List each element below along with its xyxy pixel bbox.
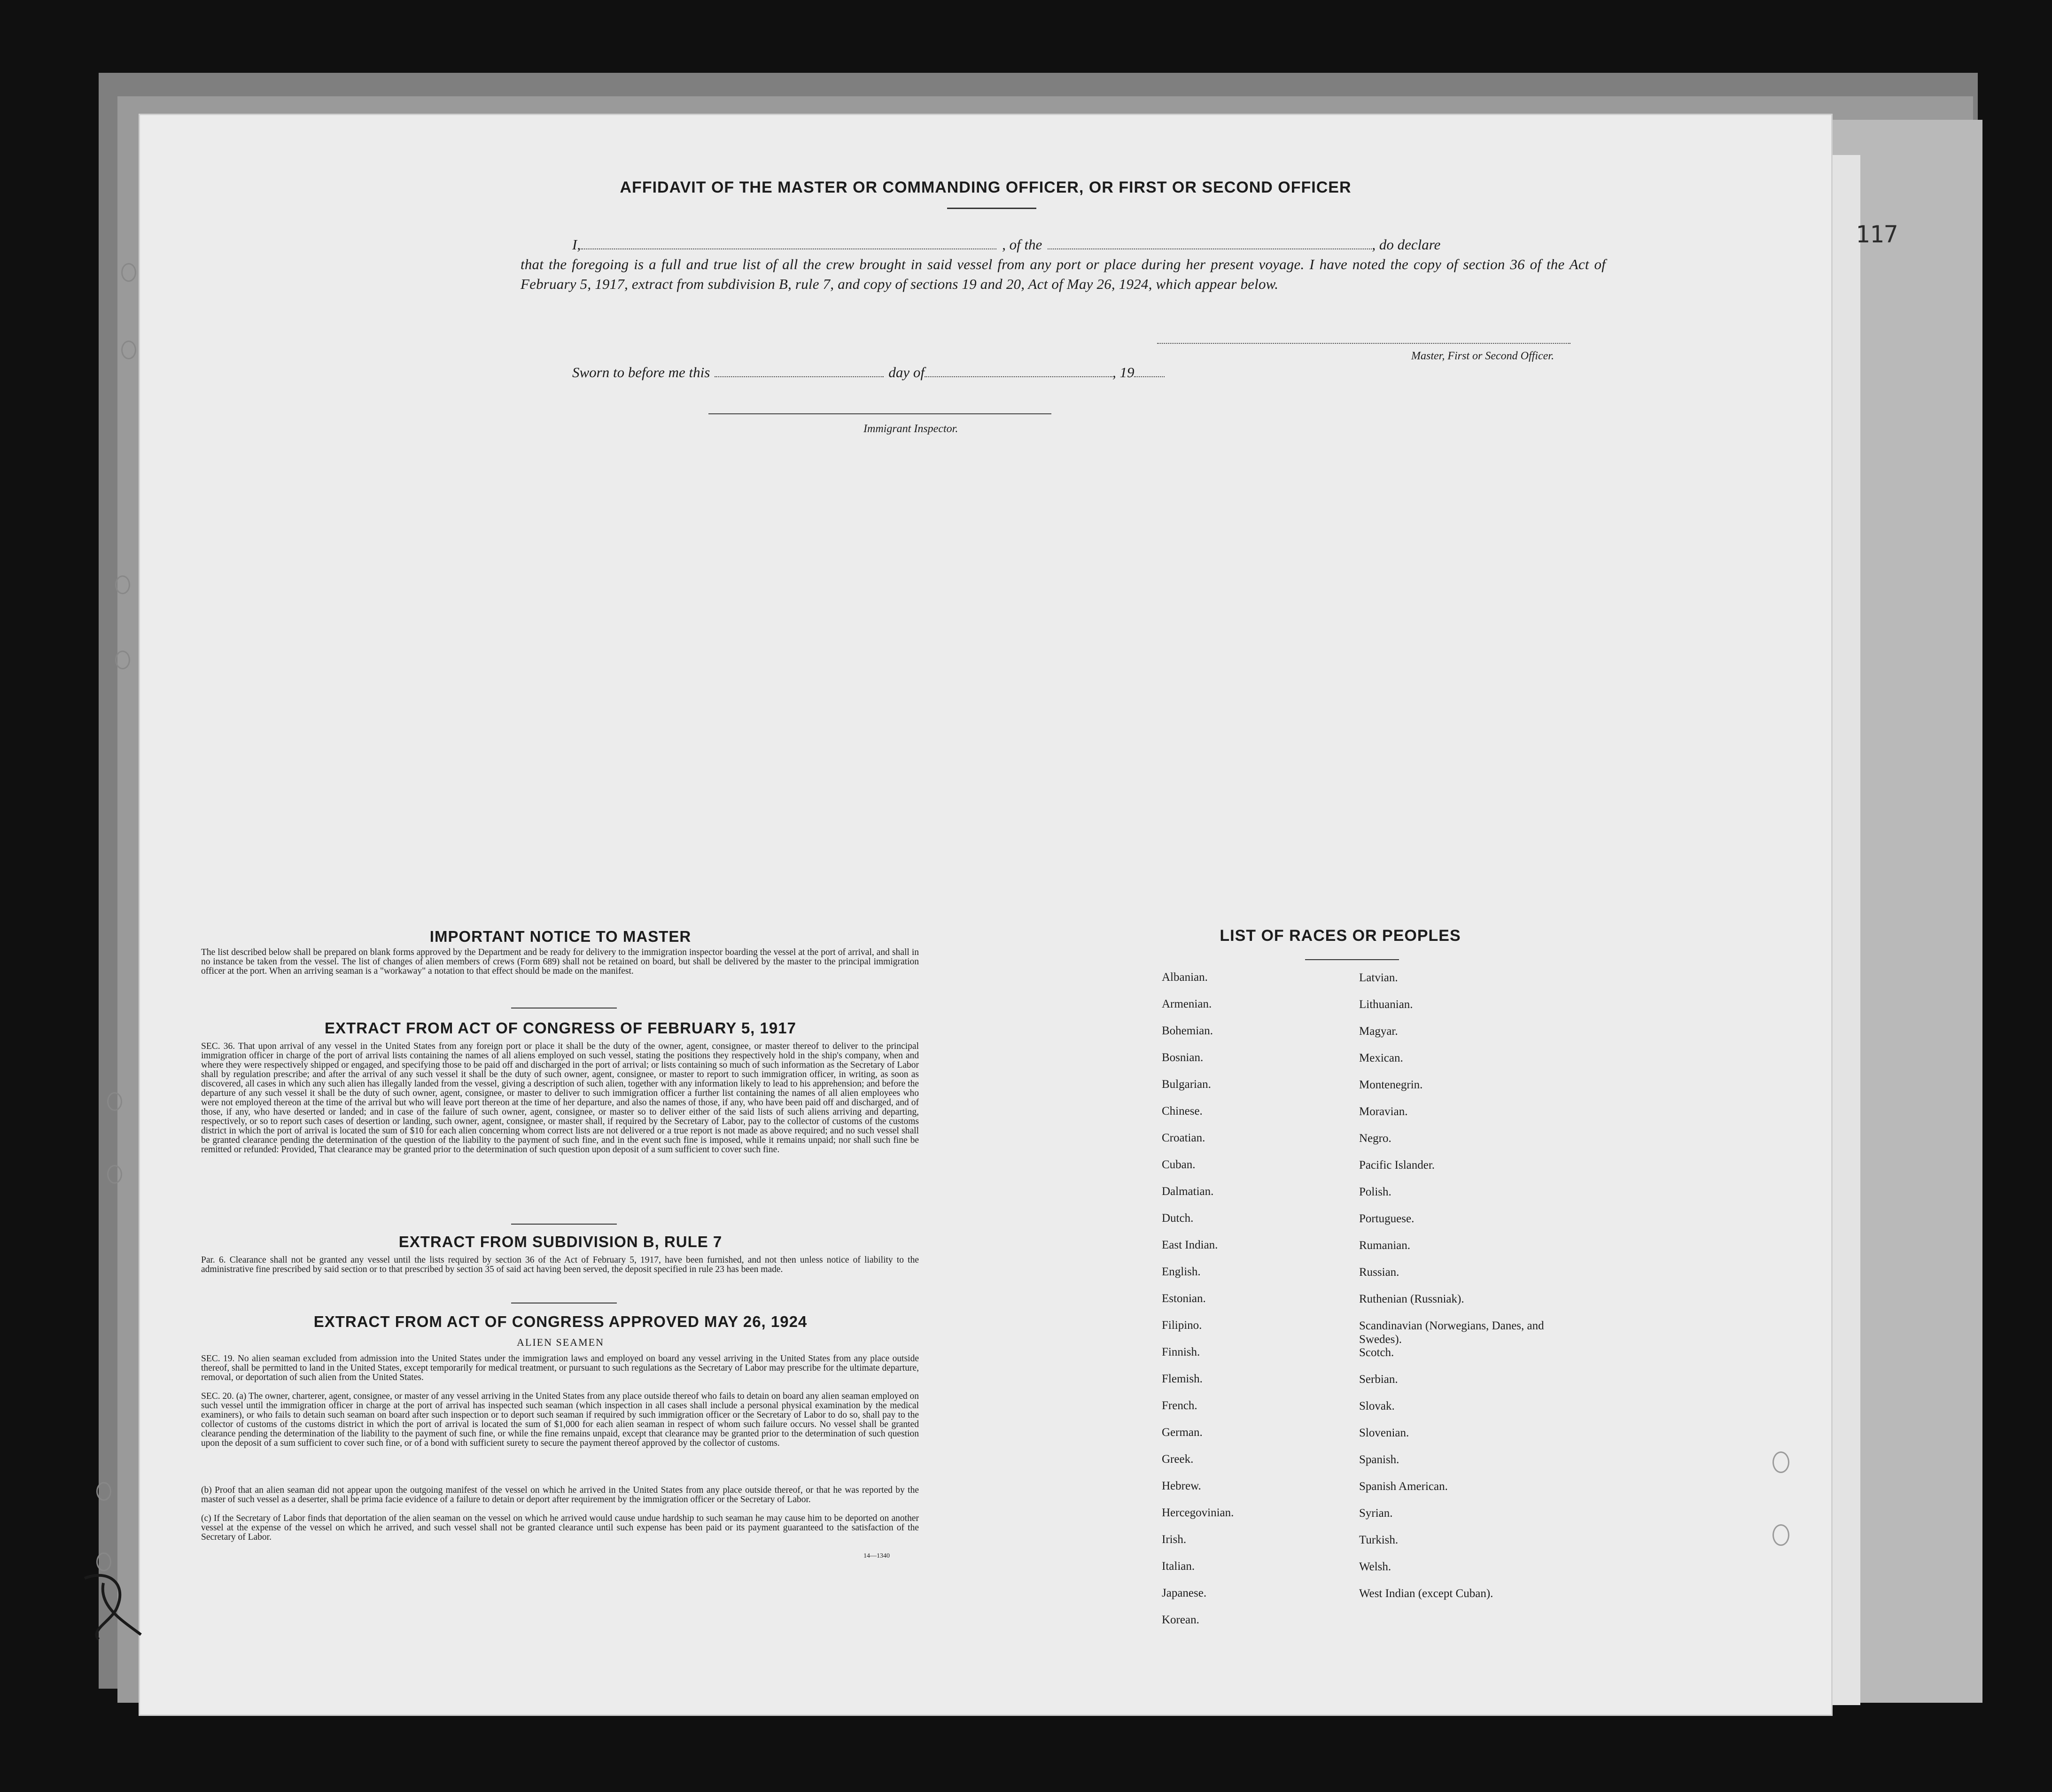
race-item: German. xyxy=(1162,1426,1203,1439)
affidavit-title: AFFIDAVIT OF THE MASTER OR COMMANDING OFFICER, OR FIRST OR SECOND OFFICER xyxy=(620,178,1352,196)
race-item: Mexican. xyxy=(1359,1052,1403,1064)
sworn-prefix: Sworn to before me this xyxy=(572,364,710,380)
extract-1917-body: SEC. 36. That upon arrival of any vessel in the United States from any foreign port or place it shall be the duty of the owner, agent, consignee, or master thereof to deliver to the principal immigration officer in charge of the port of arrival lists containing the names of all aliens employed on such vessel, stating the positions they respectively hold in the ship's company, when and where they were respectively shipped or engaged, and specifying those to be paid off and discharged in the port of arrival; or lists containing so much of such information as the Secretary of Labor shall by regulation prescribe; and after the arrival of any such vessel it shall be the duty of such owner, agent, consignee, or master to report to such immigration officer, in writing, as soon as discovered, all cases in which any such alien has illegally landed from the vessel, giving a description of such alien, together with any information likely to lead to his apprehension; and before the departure of any such vessel it shall be the duty of such owner, agent, consignee, or master to deliver to such immigration officer a further list containing the names of all alien employees who were not employed thereon at the time of the arrival but who will leave port thereon at the time of her departure, and also the names of those, if any, who have been paid off and discharged, and of those, if any, who have deserted or landed; and in case of the failure of such owner, agent, consignee, or master so to deliver either of the said lists of such aliens arriving and departing, respectively, or so to report such cases of desertion or landing, such owner, agent, consignee, or master shall, if required by the Secretary of Labor, pay to the collector of customs of the customs district in which the port of arrival is located the sum of $10 for each alien concerning whom correct lists are not delivered or a true report is not made as above required; and no such vessel shall be granted clearance pending the determination of the question of the liability to the payment of such fine, and in the event such fine is imposed, while it remains unpaid; nor shall such fine be remitted or refunded: Provided, That clearance may be granted prior to the determination of such question upon deposit of a sum sufficient to cover such fine. xyxy=(201,1041,919,1155)
binder-ring xyxy=(107,1092,122,1111)
do-declare-label: , do declare xyxy=(1372,236,1441,253)
name-field[interactable] xyxy=(581,238,996,249)
extract-1924-sec20b: (b) Proof that an alien seaman did not appear upon the outgoing manifest of the vessel on which he arrived in the United States from any place outside thereof, or that he was reported by the master of such vessel as a deserter, shall be prima facie evidence of a failure to detain or deport after requirement by the immigration officer or the Secretary of Labor. xyxy=(201,1485,919,1505)
binder-ring xyxy=(107,1165,122,1184)
race-item: Cuban. xyxy=(1162,1158,1196,1171)
race-item: Moravian. xyxy=(1359,1105,1408,1118)
race-item: Spanish. xyxy=(1359,1453,1399,1466)
race-item: Serbian. xyxy=(1359,1373,1398,1386)
signature-line[interactable] xyxy=(1157,343,1570,344)
race-row xyxy=(1162,1480,1575,1506)
race-row xyxy=(1162,1560,1575,1587)
extract-1924-sec20a: SEC. 20. (a) The owner, charterer, agent, consignee, or master of any vessel arriving in the United States from any place outside thereof who fails to detain on board any alien seaman employed on such vessel until the immigration officer in charge at the port of arrival has inspected such seaman (which inspection in all cases shall include a personal physical examination by the medical examiners), or who fails to detain such seaman on board after such inspection or to deport such seaman if required by such immigration officer or the Secretary of Labor to do so, shall pay to the collector of customs of the customs district in which the port of arrival is located the sum of $1,000 for each alien seaman in respect of whom such failure occurs. No vessel shall be granted clearance pending the determination of the liability to the payment of such fine, or while the fine remains unpaid, except that clearance may be granted prior to the determination of such question upon the deposit of a sum sufficient to cover such fine, or of a bond with sufficient surety to secure the payment thereof approved by the collector of customs. xyxy=(201,1391,919,1448)
race-item: Portuguese. xyxy=(1359,1212,1415,1225)
binder-ring xyxy=(121,263,136,282)
race-item: Slovenian. xyxy=(1359,1427,1409,1439)
race-row xyxy=(1162,971,1575,998)
binder-ring xyxy=(121,341,136,359)
race-item: English. xyxy=(1162,1265,1201,1278)
year-prefix: , 19 xyxy=(1112,364,1135,380)
alien-seamen-subtitle: ALIEN SEAMEN xyxy=(517,1336,604,1348)
pen-scribble xyxy=(70,1550,155,1644)
race-row xyxy=(1162,1399,1575,1426)
race-item: Pacific Islander. xyxy=(1359,1159,1435,1171)
race-item: Irish. xyxy=(1162,1533,1187,1546)
race-item: Turkish. xyxy=(1359,1534,1399,1546)
race-item: Bulgarian. xyxy=(1162,1078,1211,1091)
form-number: 14—1340 xyxy=(863,1552,890,1559)
race-row xyxy=(1162,1158,1575,1185)
race-item: Japanese. xyxy=(1162,1587,1207,1599)
affidavit-text xyxy=(521,235,1606,294)
back-page-strip xyxy=(1832,155,1860,1705)
sworn-statement xyxy=(572,364,1230,381)
race-item: Latvian. xyxy=(1359,971,1398,984)
race-item: Flemish. xyxy=(1162,1373,1203,1385)
binder-ring xyxy=(1772,1451,1789,1473)
race-item: Croatian. xyxy=(1162,1132,1205,1144)
extract-1924-title: EXTRACT FROM ACT OF CONGRESS APPROVED MAY 26, 1924 xyxy=(313,1313,808,1330)
race-item: Negro. xyxy=(1359,1132,1391,1145)
race-row xyxy=(1162,1533,1575,1560)
race-item: Spanish American. xyxy=(1359,1480,1448,1493)
vessel-field[interactable] xyxy=(1048,238,1372,249)
race-item: Polish. xyxy=(1359,1186,1391,1198)
race-item: Syrian. xyxy=(1359,1507,1393,1520)
extract-1917-title: EXTRACT FROM ACT OF CONGRESS OF FEBRUARY 5, 1917 xyxy=(325,1019,796,1037)
signature-label: Master, First or Second Officer. xyxy=(1411,350,1554,362)
race-row xyxy=(1162,1185,1575,1212)
race-item: Italian. xyxy=(1162,1560,1195,1573)
race-row xyxy=(1162,1292,1575,1319)
races-title: LIST OF RACES OR PEOPLES xyxy=(1220,927,1461,945)
of-the-label: , of the xyxy=(1002,236,1042,253)
title-rule xyxy=(947,208,1036,209)
page-number: 117 xyxy=(1856,221,1898,248)
race-item: Ruthenian (Russniak). xyxy=(1359,1293,1464,1305)
races-rule xyxy=(1305,959,1399,960)
day-field[interactable] xyxy=(715,366,884,377)
race-item: Bohemian. xyxy=(1162,1024,1213,1037)
inspector-label: Immigrant Inspector. xyxy=(863,423,958,435)
race-row xyxy=(1162,1453,1575,1480)
extract-1924-sec20c: (c) If the Secretary of Labor finds that deportation of the alien seaman on the vessel on which he arrived would cause undue hardship to such seaman he may cause him to be deported on another vessel at the expense of the vessel on which he arrived, and such vessel shall not be granted clearance until such expense has been paid or its payment guaranteed to the satisfaction of the Secretary of Labor. xyxy=(201,1513,919,1542)
race-item: Bosnian. xyxy=(1162,1051,1204,1064)
notice-body: The list described below shall be prepared on blank forms approved by the Department and be ready for delivery to the immigration inspector boarding the vessel at the port of arrival, and shall in no instance be taken from the vessel. The list of changes of alien members of crews (Form 689) shall not be retained on board, but shall be delivered by the master to the principal immigration officer at the port. When an arriving seaman is a "workaway" a notation to that effect should be made on the manifest. xyxy=(201,947,919,976)
race-item: Montenegrin. xyxy=(1359,1078,1423,1091)
race-row xyxy=(1162,1239,1575,1265)
race-item: Chinese. xyxy=(1162,1105,1203,1117)
race-row xyxy=(1162,1132,1575,1158)
race-row xyxy=(1162,1587,1575,1614)
race-item: Magyar. xyxy=(1359,1025,1398,1038)
section-rule xyxy=(511,1224,617,1225)
binder-ring xyxy=(115,651,130,669)
race-row xyxy=(1162,1426,1575,1453)
crew-list-page xyxy=(140,115,1831,1714)
race-row xyxy=(1162,1265,1575,1292)
binder-ring xyxy=(96,1482,111,1501)
race-item: French. xyxy=(1162,1399,1197,1412)
race-row xyxy=(1162,1614,1575,1640)
race-item: Albanian. xyxy=(1162,971,1208,984)
race-item: Slovak. xyxy=(1359,1400,1395,1412)
race-item: Scandinavian (Norwegians, Danes, and Swedes). xyxy=(1359,1319,1544,1346)
race-row xyxy=(1162,1506,1575,1533)
binder-ring xyxy=(115,575,130,594)
race-row xyxy=(1162,1346,1575,1373)
race-item: Hercegovinian. xyxy=(1162,1506,1234,1519)
binder-ring xyxy=(1772,1524,1789,1546)
race-item: Rumanian. xyxy=(1359,1239,1411,1252)
race-item: Greek. xyxy=(1162,1453,1194,1466)
race-item: Finnish. xyxy=(1162,1346,1200,1358)
race-item: East Indian. xyxy=(1162,1239,1218,1251)
race-item: Armenian. xyxy=(1162,998,1212,1010)
race-row xyxy=(1162,1105,1575,1132)
notice-title: IMPORTANT NOTICE TO MASTER xyxy=(429,928,692,945)
day-of-label: day of xyxy=(888,364,925,380)
race-item: Welsh. xyxy=(1359,1560,1391,1573)
race-row xyxy=(1162,1078,1575,1105)
rule-7-body: Par. 6. Clearance shall not be granted any vessel until the lists required by section 36 of the Act of February 5, 1917, have been furnished, and not then unless notice of liability to the administrative fine prescribed by said section or to that prescribed by section 35 of said act having been served, the deposit specified in rule 23 has been made. xyxy=(201,1255,919,1274)
race-row xyxy=(1162,998,1575,1024)
race-row xyxy=(1162,1212,1575,1239)
races-list xyxy=(1162,971,1575,1640)
month-field[interactable] xyxy=(925,366,1112,377)
race-row xyxy=(1162,1319,1575,1346)
race-item: Russian. xyxy=(1359,1266,1399,1279)
race-row xyxy=(1162,1373,1575,1399)
inspector-signature-line[interactable] xyxy=(708,413,1051,414)
race-item: Lithuanian. xyxy=(1359,998,1413,1011)
race-item xyxy=(1359,1614,1575,1640)
race-item: Estonian. xyxy=(1162,1292,1206,1305)
race-row xyxy=(1162,1051,1575,1078)
rule-7-title: EXTRACT FROM SUBDIVISION B, RULE 7 xyxy=(398,1233,723,1250)
race-item: West Indian (except Cuban). xyxy=(1359,1587,1493,1600)
race-item: Scotch. xyxy=(1359,1346,1394,1359)
year-field[interactable] xyxy=(1134,366,1165,377)
affidavit-body: that the foregoing is a full and true list of all the crew brought in said vessel from any port or place during her present voyage. I have noted the copy of section 36 of the Act of February 5, 1917, extract from subdivision B, rule 7, and copy of sections 19 and 20, Act of May 26, 1924, which appear below. xyxy=(521,256,1606,292)
race-item: Filipino. xyxy=(1162,1319,1202,1332)
race-item: Hebrew. xyxy=(1162,1480,1201,1492)
i-prefix: I, xyxy=(572,236,581,253)
race-item: Korean. xyxy=(1162,1614,1199,1626)
race-row xyxy=(1162,1024,1575,1051)
extract-1924-sec19: SEC. 19. No alien seaman excluded from admission into the United States under the immigration laws and employed on board any vessel arriving in the United States from any place outside thereof, shall be permitted to land in the United States, except temporarily for medical treatment, or pursuant to such regulations as the Secretary of Labor may prescribe for the ultimate departure, removal, or deportation of such alien from the United States. xyxy=(201,1354,919,1382)
race-item: Dutch. xyxy=(1162,1212,1194,1225)
race-item: Dalmatian. xyxy=(1162,1185,1214,1198)
